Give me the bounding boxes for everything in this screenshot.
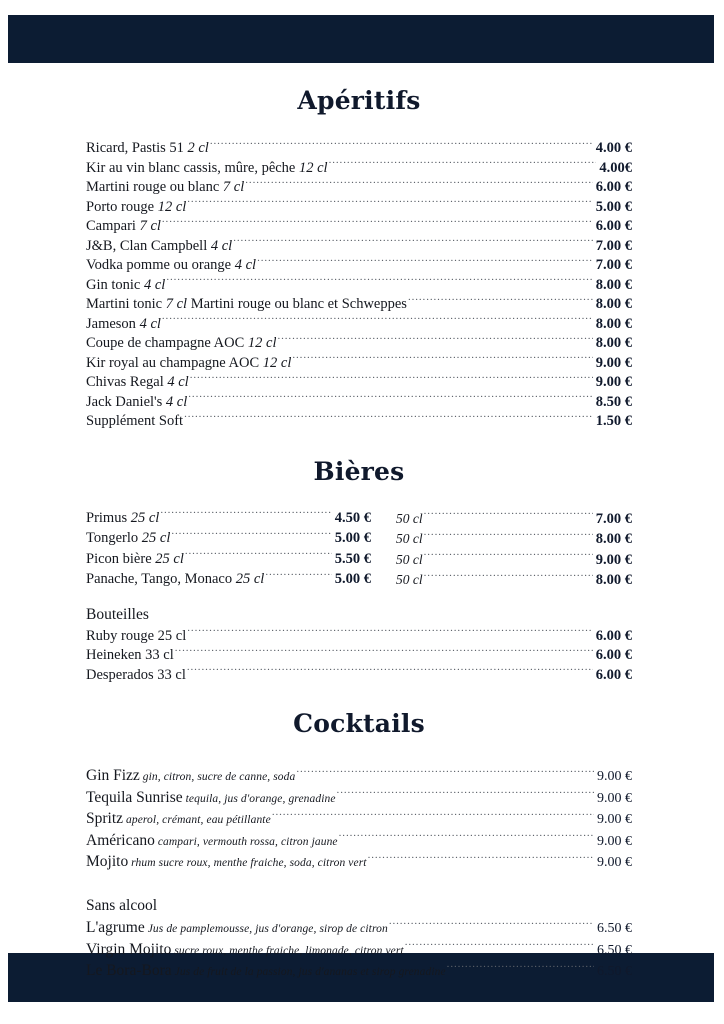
menu-item-description: tequila, jus d'orange, grenadine: [182, 792, 336, 805]
menu-item-price: 9.00 €: [597, 769, 632, 785]
menu-item-price: 6.50 €: [597, 942, 632, 958]
cocktail-row: [86, 852, 632, 874]
aperitif-row: [86, 139, 632, 159]
menu-item-label: [396, 509, 423, 529]
menu-item-price: 7.00 €: [595, 510, 632, 527]
menu-item-name: Ruby rouge 25 cl: [86, 627, 187, 644]
menu-item-description: rhum sucre roux, menthe fraiche, soda, citron vert: [128, 857, 367, 870]
dot-leader: [339, 832, 594, 845]
menu-item-name: Vodka pomme ou orange: [86, 257, 232, 273]
menu-item-unit: 7 cl: [219, 179, 245, 195]
menu-item-label: [86, 373, 189, 393]
menu-item-name: Coupe de champagne AOC: [86, 335, 245, 351]
menu-item-price: 7.00 €: [595, 257, 632, 273]
dot-leader: [265, 570, 331, 583]
menu-item-label: [86, 940, 404, 962]
dot-leader: [187, 627, 592, 640]
menu-item-price: 6.00 €: [595, 179, 632, 195]
menu-item-name: Jameson: [86, 315, 136, 332]
menu-item-unit: 12 cl: [244, 335, 277, 351]
aperitif-row: [86, 354, 632, 374]
beers-draft-list: [86, 509, 632, 591]
menu-item-price: 9.00 €: [595, 551, 632, 568]
menu-item-unit: 25 cl: [151, 550, 184, 567]
beer-large-row: [396, 570, 632, 591]
menu-item-name: Martini rouge ou blanc: [86, 179, 220, 195]
menu-item-unit: 25 cl: [127, 509, 160, 526]
menu-item-price: 5.00 €: [595, 198, 632, 215]
dot-leader: [405, 941, 594, 954]
menu-item-unit: 4 cl: [231, 257, 257, 273]
aperitifs-list: [86, 139, 632, 432]
menu-item-price: 1.50 €: [595, 413, 632, 429]
menu-item-label: [86, 178, 244, 198]
aperitif-row: [86, 178, 632, 198]
menu-item-label: [86, 139, 209, 159]
aperitif-row: [86, 159, 632, 179]
menu-item-label: [396, 570, 423, 590]
menu-item-label: [86, 159, 328, 179]
beer-size-large: [396, 509, 632, 530]
menu-item-price: 6.00 €: [595, 218, 632, 234]
menu-item-name: Gin Fizz: [86, 767, 140, 785]
dot-leader: [166, 276, 592, 289]
menu-item-unit: 12 cl: [259, 354, 292, 371]
menu-item-label: [86, 198, 186, 218]
aperitif-row: [86, 315, 632, 335]
menu-item-price: 9.00 €: [595, 354, 632, 371]
bottle-row: [86, 627, 632, 647]
menu-item-label: [86, 666, 186, 686]
menu-item-label: [86, 237, 232, 257]
menu-item-price: 9.00 €: [597, 833, 632, 849]
beer-size-small: [86, 550, 371, 571]
menu-item-name: Mojito: [86, 853, 129, 871]
menu-item-label: [396, 550, 423, 570]
menu-item-unit: 2 cl: [183, 140, 209, 156]
dot-leader: [184, 412, 593, 425]
dot-leader: [389, 919, 594, 932]
menu-item-label: [86, 393, 187, 413]
dot-leader: [408, 295, 593, 308]
menu-item-label: [86, 529, 170, 549]
menu-item-description: Jus de pamplemousse, jus d'orange, sirop de citron: [144, 923, 388, 936]
beer-row: [86, 570, 632, 591]
menu-item-name: Martini tonic: [86, 296, 163, 312]
menu-item-label: [86, 627, 186, 647]
dot-leader: [210, 139, 593, 152]
dot-leader: [162, 315, 593, 328]
dot-leader: [424, 530, 593, 543]
bottle-row: [86, 646, 632, 666]
menu-item-price: 7.00 €: [595, 237, 632, 254]
menu-item-description: Jus de fruit de la passion, jus d'ananas et sirop grenadine: [171, 966, 446, 979]
mocktail-row: [86, 940, 632, 962]
menu-item-name: Américano: [86, 831, 155, 849]
dot-leader: [185, 550, 332, 563]
menu-item-label: [86, 509, 159, 529]
menu-item-unit: 4 cl: [207, 237, 233, 254]
menu-item-label: [86, 276, 165, 296]
section-title-aperitifs: Apéritifs: [297, 86, 421, 115]
menu-item-price: 8.00 €: [595, 572, 632, 588]
menu-item-name: 50 cl: [396, 572, 423, 587]
menu-item-name: Primus: [86, 509, 128, 526]
dot-leader: [175, 646, 593, 659]
menu-item-description: gin, citron, sucre de canne, soda: [139, 771, 296, 784]
menu-item-description: campari, vermouth rossa, citron jaune: [154, 835, 338, 848]
menu-item-name: Desperados 33 cl: [86, 666, 186, 683]
dot-leader: [368, 853, 594, 866]
cocktail-row: [86, 809, 632, 831]
menu-item-price: 9.00 €: [597, 855, 632, 871]
menu-item-unit: 4 cl: [163, 374, 189, 390]
menu-item-name: Chivas Regal: [86, 374, 164, 390]
mocktails-list: [86, 918, 632, 983]
menu-item-name: Ricard, Pastis 51: [86, 140, 184, 156]
beer-large-row: [396, 529, 632, 550]
menu-item-price: 6.00 €: [595, 627, 632, 644]
menu-item-name: Heineken 33 cl: [86, 647, 174, 664]
menu-item-price: 4.00 €: [595, 140, 632, 156]
menu-item-name: Kir royal au champagne AOC: [86, 354, 260, 371]
dot-leader: [187, 666, 593, 679]
dot-leader: [188, 393, 592, 406]
dot-leader: [160, 509, 331, 522]
dot-leader: [190, 373, 593, 386]
menu-item-unit: 12 cl: [154, 198, 187, 215]
aperitif-row: [86, 256, 632, 276]
menu-item-price: 8.00 €: [595, 296, 632, 312]
menu-item-label: [86, 766, 295, 788]
menu-item-price: 6.50 €: [597, 964, 632, 980]
menu-item-price: 9.00 €: [597, 790, 632, 806]
menu-item-price: 6.00 €: [595, 666, 632, 683]
menu-item-price: 8.00 €: [595, 531, 632, 547]
dot-leader: [233, 237, 593, 250]
menu-item-unit: 7 cl: [162, 296, 188, 312]
menu-item-unit: 12 cl: [295, 159, 328, 176]
subheading-sans-alcool: Sans alcool: [86, 896, 158, 914]
menu-item-label: [86, 961, 446, 983]
section-title-bieres: Bières: [313, 456, 405, 486]
dot-leader: [257, 256, 593, 269]
mocktail-row: [86, 918, 632, 940]
menu-item-name: 50 cl: [396, 510, 423, 526]
menu-item-price: 8.00 €: [595, 276, 632, 293]
menu-item-name: Porto rouge: [86, 198, 155, 215]
menu-item-label: [86, 788, 336, 810]
menu-item-unit: 4 cl: [162, 393, 188, 410]
menu-item-name: Campari: [86, 218, 136, 234]
menu-content: [86, 0, 632, 983]
menu-item-name: 50 cl: [396, 531, 423, 546]
menu-item-label: [86, 646, 174, 666]
bottle-row: [86, 666, 632, 686]
menu-item-label: [86, 295, 407, 315]
menu-item-name: Kir au vin blanc cassis, mûre, pêche: [86, 159, 296, 176]
aperitif-row: [86, 393, 632, 413]
menu-item-price: 8.00 €: [595, 335, 632, 351]
aperitif-row: [86, 412, 632, 432]
menu-item-label: [86, 217, 161, 237]
cocktails-list: [86, 766, 632, 874]
beer-size-large: [396, 529, 632, 550]
menu-item-label: [86, 412, 183, 432]
dot-leader: [424, 510, 593, 523]
beers-bottles-list: [86, 627, 632, 686]
menu-item-name: Gin tonic: [86, 276, 141, 293]
aperitif-row: [86, 217, 632, 237]
menu-item-name: 50 cl: [396, 551, 423, 567]
menu-item-price: 9.00 €: [595, 374, 632, 390]
cocktail-row: [86, 788, 632, 810]
aperitif-row: [86, 295, 632, 315]
beer-large-row: [396, 550, 632, 571]
menu-item-name: Le Bora-Bora: [86, 962, 172, 980]
beer-size-small: [86, 570, 371, 591]
menu-item-label: [86, 315, 161, 335]
menu-item-label: [86, 831, 338, 853]
dot-leader: [245, 178, 592, 191]
dot-leader: [187, 198, 592, 211]
menu-item-suffix: Martini rouge ou blanc et Schweppes: [187, 296, 407, 312]
menu-item-price: 8.50 €: [595, 393, 632, 410]
menu-item-unit: 4 cl: [140, 276, 166, 293]
menu-item-name: Spritz: [86, 810, 124, 828]
aperitif-row: [86, 373, 632, 393]
menu-item-name: J&B, Clan Campbell: [86, 237, 208, 254]
menu-item-price: 6.00 €: [595, 647, 632, 664]
menu-item-label: [86, 256, 256, 276]
beer-small-row: [86, 529, 371, 549]
dot-leader: [447, 962, 594, 975]
dot-leader: [424, 551, 593, 564]
dot-leader: [329, 159, 597, 172]
menu-item-unit: 25 cl: [138, 530, 171, 546]
menu-item-name: L'agrume: [86, 919, 145, 937]
menu-item-name: Tequila Sunrise: [86, 788, 183, 806]
menu-item-name: Jack Daniel's: [86, 393, 163, 410]
aperitif-row: [86, 237, 632, 257]
beer-small-row: [86, 570, 371, 590]
dot-leader: [272, 810, 594, 823]
aperitif-row: [86, 334, 632, 354]
beer-size-small: [86, 529, 371, 550]
aperitif-row: [86, 198, 632, 218]
menu-item-name: Tongerlo: [86, 530, 139, 546]
beer-size-small: [86, 509, 371, 530]
beer-row: [86, 529, 632, 550]
menu-item-name: Supplément Soft: [86, 413, 184, 429]
section-title-cocktails: Cocktails: [293, 709, 425, 739]
dot-leader: [171, 529, 331, 542]
menu-item-name: Panache, Tango, Monaco: [86, 571, 233, 587]
menu-item-unit: 7 cl: [135, 218, 161, 234]
beer-small-row: [86, 509, 371, 529]
dot-leader: [296, 767, 594, 780]
beer-size-large: [396, 550, 632, 571]
beer-large-row: [396, 509, 632, 530]
menu-item-description: aperol, crémant, eau pétillante: [123, 814, 271, 827]
dot-leader: [424, 571, 593, 584]
aperitif-row: [86, 276, 632, 296]
menu-item-label: [86, 809, 271, 831]
menu-item-description: sucre roux, menthe fraiche, limonade, citron vert: [171, 944, 404, 957]
menu-item-price: 5.00 €: [334, 530, 371, 546]
beer-small-row: [86, 550, 371, 570]
dot-leader: [162, 217, 593, 230]
menu-item-label: [86, 852, 367, 874]
dot-leader: [277, 334, 592, 347]
dot-leader: [337, 789, 594, 802]
menu-item-name: Picon bière: [86, 550, 152, 567]
subheading-bouteilles: Bouteilles: [86, 605, 149, 623]
menu-item-price: 6.50 €: [597, 921, 632, 937]
menu-item-unit: 25 cl: [232, 571, 265, 587]
menu-item-price: 4.50 €: [334, 509, 371, 526]
menu-item-label: [86, 354, 291, 374]
beer-row: [86, 550, 632, 571]
menu-item-name: Virgin Mojito: [86, 940, 172, 958]
cocktail-row: [86, 766, 632, 788]
menu-item-price: 5.00 €: [334, 571, 371, 587]
menu-item-price: 8.00 €: [595, 315, 632, 332]
menu-item-label: [86, 570, 264, 590]
menu-item-price: 5.50 €: [334, 550, 371, 567]
beer-row: [86, 509, 632, 530]
menu-item-label: [86, 550, 184, 570]
menu-item-price: 4.00€: [599, 159, 632, 176]
beer-size-large: [396, 570, 632, 591]
cocktail-row: [86, 831, 632, 853]
dot-leader: [292, 354, 592, 367]
menu-item-label: [86, 334, 276, 354]
menu-item-price: 9.00 €: [597, 812, 632, 828]
mocktail-row: [86, 961, 632, 983]
menu-item-label: [396, 529, 423, 549]
menu-item-label: [86, 918, 388, 940]
menu-item-unit: 4 cl: [135, 315, 161, 332]
